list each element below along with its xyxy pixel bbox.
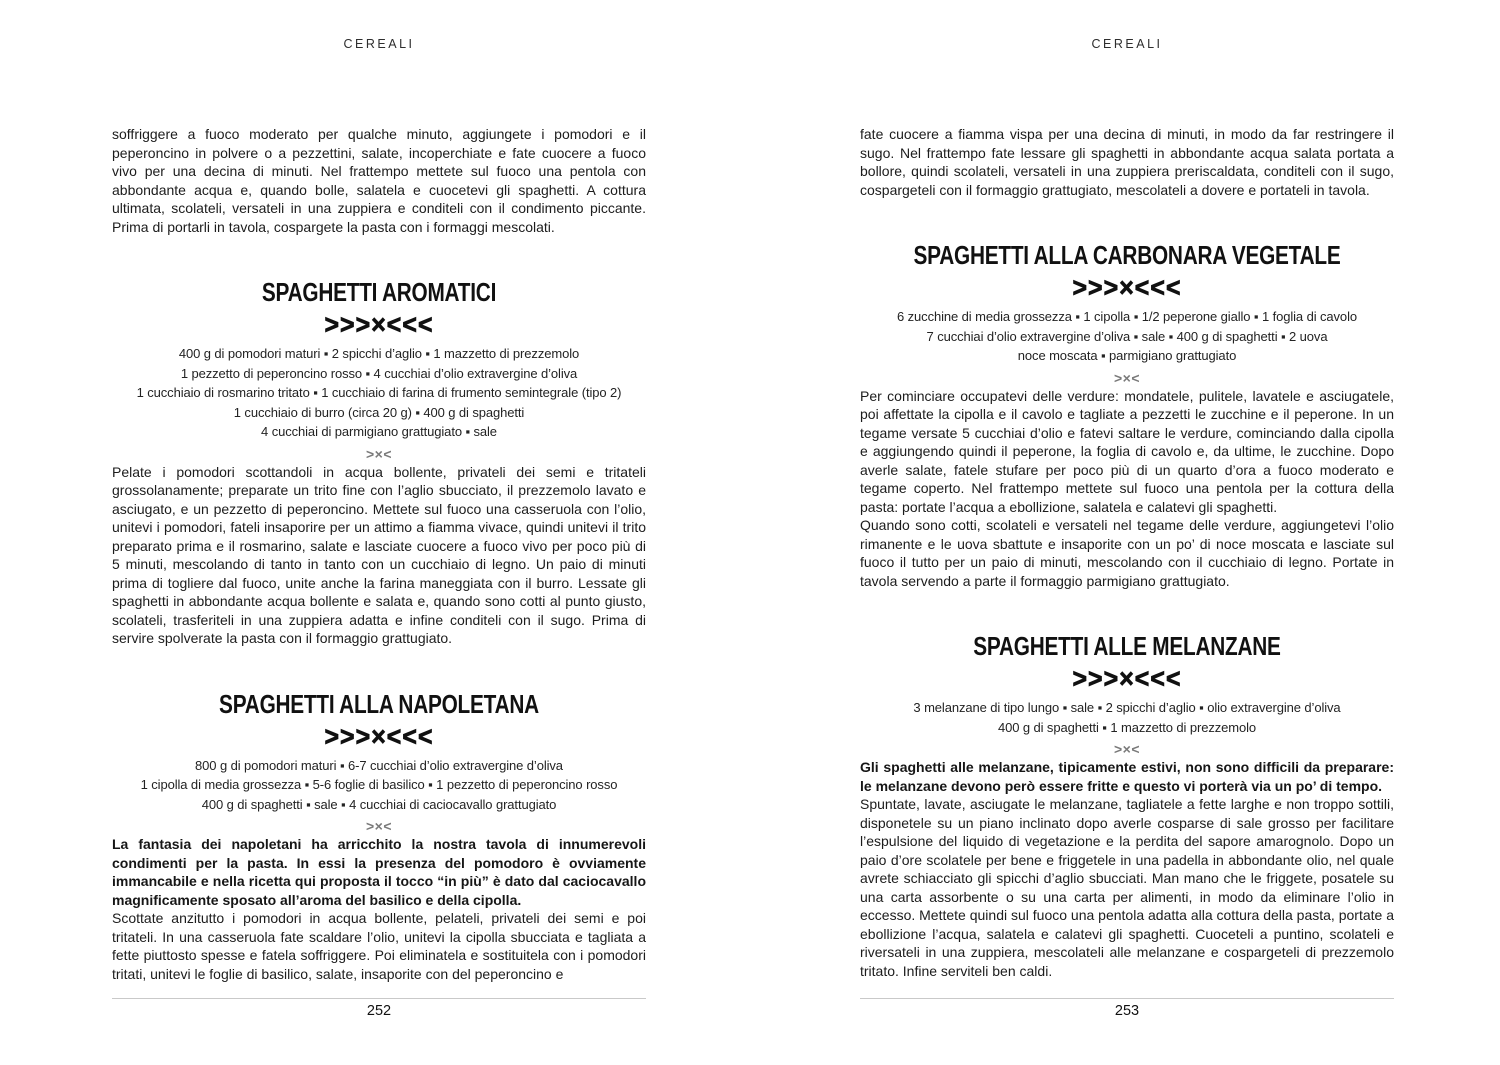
ingredient-line: noce moscata ▪ parmigiano grattugiato <box>1017 348 1237 363</box>
continuation-paragraph: fate cuocere a fiamma vispa per una decina di minuti, in modo da far restringere il sugo. Nel frattempo fate lessare gli spaghetti in abbondante acqua salata portata a bollore, quindi scolateli, versateli in una zuppiera preriscaldata, conditeli con il sugo, cospargeteli con il formaggio grattugiato, mescolateli a dovere e portateli in tavola. <box>860 126 1394 198</box>
ingredient-line: 1 cucchiaio di rosmarino tritato ▪ 1 cucchiaio di farina di frumento semintegrale (tipo 2) <box>136 385 622 400</box>
recipe-intro-bold: La fantasia dei napoletani ha arricchito la nostra tavola di innumerevoli condimenti per la pasta. In essi la presenza del pomodoro è ovviamente immancabile e nella ricetta qui proposta il tocco “in più” è dato dal caciocavallo magnificamente sposato all’aroma del basilico e della cipolla. <box>112 836 646 908</box>
recipe-spaghetti-alla-napoletana <box>112 688 646 984</box>
recipe-body: Spuntate, lavate, asciugate le melanzane, tagliatele a fette larghe e non troppo sottili, disponetele su un piano inclinato dopo averle cosparse di sale grosso per facilitare l’espulsione del liquido di vegetazione e la perdita del sapore amarognolo. Dopo un paio d’ore scolatele per bene e friggetele in una padella in abbondante olio, nel quale avrete schiacciato gli spicchi d’aglio sbucciati. Man mano che le friggete, posatele su una carta assorbente o su una carta per alimenti, in modo da eliminare l’olio in eccesso. Mettete quindi sul fuoco una pentola adatta alla cottura della pasta, portate a ebollizione l’acqua, salatela e calatevi gli spaghetti. Cuoceteli a puntino, scolateli e riversateli in una zuppiera, mescolateli alle melanzane e cospargeteli di prezzemolo tritato. Infine serviteli ben caldi. <box>860 796 1394 979</box>
recipe-title: SPAGHETTI AROMATICI <box>261 277 497 307</box>
ingredient-line: 400 g di spaghetti ▪ sale ▪ 4 cucchiai di caciocavallo grattugiato <box>201 796 557 812</box>
recipe-body: Per cominciare occupatevi delle verdure: mondatele, pulitele, lavatele e asciugatele, poi affettate la cipolla e il cavolo e tagliate a pezzetti le zucchine e il peperone. In un tegame versate 5 cucchiai d’olio e fatevi saltare le verdure, cominciando dalla cipolla e aggiungendo quindi il peperone, la foglia di cavolo e, da ultime, le zucchine. Dopo averle salate, fatele stufare per poco più di un quarto d’ora a fuoco moderato e tegame coperto. Nel frattempo mettete sul fuoco una pentola per la cottura della pasta: portate l’acqua a ebollizione, salatela e calatevi gli spaghetti. <box>860 387 1394 515</box>
continuation-paragraph: soffriggere a fuoco moderato per qualche minuto, aggiungete i pomodori e il peperoncino in polvere o a pezzettini, salate, incoperchiate e fate cuocere a fuoco vivo per una decina di minuti. Nel frattempo mettete sul fuoco una pentola con abbondante acqua e, quando bolle, salatela e cuocetevi gli spaghetti. A cottura ultimata, scolateli, versateli in una zuppiera e conditeli con il condimento piccante. Prima di portarli in tavola, cospargete la pasta con i formaggi mescolati. <box>112 126 646 235</box>
ingredient-list <box>112 344 646 442</box>
chevron-ornament-large: >>>×<<< <box>1072 662 1182 694</box>
ingredient-line: 1 cipolla di media grossezza ▪ 5-6 foglie di basilico ▪ 1 pezzetto di peperoncino rosso <box>140 777 618 792</box>
ingredient-line: 6 zucchine di media grossezza ▪ 1 cipolla ▪ 1/2 peperone giallo ▪ 1 foglia di cavolo <box>897 309 1357 324</box>
chevron-ornament-small: >×< <box>1113 369 1141 386</box>
recipe-spaghetti-alla-carbonara-vegetale <box>860 239 1394 590</box>
page-number: 252 <box>366 1003 392 1019</box>
ingredient-line: 4 cucchiai di parmigiano grattugiato ▪ sale <box>261 424 497 439</box>
ingredient-line: 1 pezzetto di peperoncino rosso ▪ 4 cucchiai d’olio extravergine d’oliva <box>180 365 578 381</box>
running-header: CEREALI <box>343 37 415 51</box>
page-number: 253 <box>1114 1003 1140 1019</box>
ingredient-line: 400 g di spaghetti ▪ 1 mazzetto di prezzemolo <box>997 719 1257 735</box>
right-page <box>860 0 1394 1019</box>
ingredient-list <box>860 307 1394 366</box>
recipe-body: Quando sono cotti, scolateli e versateli nel tegame delle verdure, aggiungetevi l’olio rimanente e le uova sbattute e insaporite con un po’ di noce moscata e lasciate sul fuoco il tutto per un paio di minuti, mescolando con il cucchiaio di legno. Portate in tavola servendo a parte il formaggio parmigiano grattugiato. <box>860 517 1394 589</box>
recipe-title: SPAGHETTI ALLE MELANZANE <box>973 631 1281 661</box>
ingredient-line: 3 melanzane di tipo lungo ▪ sale ▪ 2 spicchi d’aglio ▪ olio extravergine d’oliva <box>913 700 1341 715</box>
ingredient-list <box>860 698 1394 737</box>
chevron-ornament-small: >×< <box>365 445 393 462</box>
recipe-body: Pelate i pomodori scottandoli in acqua bollente, privateli dei semi e tritateli grossolanamente; preparate un trito fine con l’aglio sbucciato, il prezzemolo lavato e asciugato, e un pezzetto di peperoncino. Mettete sul fuoco una casseruola con l’olio, unitevi i pomodori, fateli insaporire per un attimo a fiamma vivace, quindi unitevi il trito preparato prima e il rosmarino, salate e lasciate cuocere a fuoco vivo per poco più di 5 minuti, mescolando di tanto in tanto con un cucchiaio di legno. Un paio di minuti prima di togliere dal fuoco, unite anche la farina maneggiata con il burro. Lessate gli spaghetti in abbondante acqua bollente e salata e, quando sono cotti al punto giusto, scolateli, trasferiteli in una zuppiera adatta e infine conditeli con il sugo. Prima di servire spolverate la pasta con il formaggio grattugiato. <box>112 463 646 646</box>
chevron-ornament-large: >>>×<<< <box>324 720 434 751</box>
footer-rule <box>860 998 1394 999</box>
recipe-body: Scottate anzitutto i pomodori in acqua bollente, pelateli, privateli dei semi e poi tritateli. In una casseruola fate scaldare l’olio, unitevi la cipolla sbucciata e tagliata a fette piuttosto spesse e fatela soffriggere. Poi eliminatela e sostituitela con i pomodori tritati, unitevi le foglie di basilico, salate, insaporite con del peperoncino e <box>112 910 646 982</box>
recipe-title: SPAGHETTI ALLA CARBONARA VEGETALE <box>913 240 1341 270</box>
ingredient-line: 400 g di pomodori maturi ▪ 2 spicchi d’aglio ▪ 1 mazzetto di prezzemolo <box>178 346 580 361</box>
ingredient-list <box>112 756 646 815</box>
recipe-spaghetti-aromatici <box>112 276 646 648</box>
ingredient-line: 7 cucchiai d’olio extravergine d’oliva ▪ sale ▪ 400 g di spaghetti ▪ 2 uova <box>926 328 1328 344</box>
chevron-ornament-small: >×< <box>1113 741 1141 757</box>
left-page <box>112 0 646 1019</box>
page-footer <box>860 998 1394 1019</box>
ingredient-line: 1 cucchiaio di burro (circa 20 g) ▪ 400 g di spaghetti <box>233 404 525 420</box>
chevron-ornament-large: >>>×<<< <box>324 308 434 340</box>
page-footer <box>112 998 646 1019</box>
chevron-ornament-small: >×< <box>365 818 393 834</box>
running-header: CEREALI <box>1091 37 1163 51</box>
footer-rule <box>112 998 646 999</box>
recipe-intro-bold: Gli spaghetti alle melanzane, tipicamente estivi, non sono difficili da preparare: le melanzane devono però essere fritte e questo vi porterà via un po’ di tempo. <box>860 759 1394 794</box>
recipe-title: SPAGHETTI ALLA NAPOLETANA <box>219 688 539 719</box>
chevron-ornament-large: >>>×<<< <box>1072 271 1182 303</box>
ingredient-line: 800 g di pomodori maturi ▪ 6-7 cucchiai d’olio extravergine d’oliva <box>195 757 563 773</box>
recipe-spaghetti-alle-melanzane <box>860 630 1394 980</box>
